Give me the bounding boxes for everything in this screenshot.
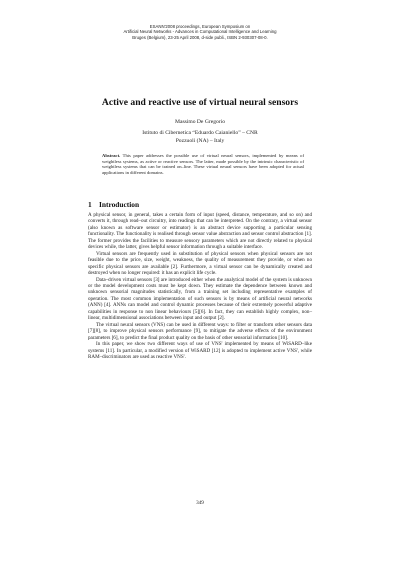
header-line-1: ESANN'2008 proceedings, European Symposium on	[149, 24, 251, 29]
paragraph: In this paper, we show two different ways of use of VNS' implemented by means of WiSARD–like systems [11]. In particular, a modified version of WiSARD [12] is adopted to implement active VNS', while RAM–discriminators are used as reactive VNS'.	[88, 341, 312, 360]
author-affiliation: Istituto di Cibernetica “Eduardo Caianiello” – CNR	[142, 129, 258, 136]
paragraph: Virtual sensors are frequently used in substitution of physical sensors when physical sensors are not feasible due to the price, size, weight, weakness, the quality of measurement they provide, or when no specific physical sensors are available [2]. Furthermore, a virtual sensor can be dynamically created and destroyed when no longer required: it has an explicit life cycle.	[88, 250, 312, 277]
paragraph: A physical sensor, in general, takes a certain form of input (speed, distance, temperature, and so on) and converts it, through read–out circuitry, into readings that can be interpreted. On the contrary, a virtual sensor (also known as software sensor or estimator) is an abstract device supporting a particular sensing functionality. The functionality is realised through sensor value abstraction and sensor control abstraction [1]. The former provides the facilities to measure sensory parameters which are not directly related to physical devices while, the latter, gives helpful sensor information through a suitable interface.	[88, 212, 312, 251]
proceedings-header	[80, 24, 320, 40]
section-heading	[88, 200, 139, 209]
abstract-text: This paper addresses the possible use of virtual neural sensors, implemented by means of weightless systems, as active or reactive sensors. The latter, made possible by the intrinsic characteristic of weightless systems that can be trained on–line. These virtual neural sensors have been adopted for actual applications in different domains.	[102, 153, 304, 175]
paragraph: The virtual neural sensors (VNS) can be used in different ways: to filter or transform other sensors data [7][8], to improve physical sensors performance [9], to mitigate the adverse effects of the environment parameters [6], to predict the final product quality on the basis of other sensorial information [10].	[88, 321, 312, 341]
abstract	[102, 153, 304, 175]
body-text	[88, 212, 312, 360]
paper-title: Active and reactive use of virtual neural sensors	[101, 97, 299, 108]
section-number: 1	[88, 200, 92, 209]
header-line-2: Artificial Neural Networks - Advances in Computational Intelligence and Learning	[123, 29, 277, 35]
author-name: Massimo De Gregorio	[174, 119, 226, 125]
author-block	[60, 119, 340, 145]
page-number: 349	[196, 500, 204, 506]
section-title: Introduction	[99, 200, 140, 209]
header-line-3: Bruges (Belgium), 23-25 April 2008, d-side publi., ISBN 2-930307-08-0.	[132, 34, 268, 40]
author-location: Pozzuoli (NA) – Italy	[175, 137, 225, 144]
abstract-label: Abstract.	[102, 153, 121, 158]
paragraph: Data–driven virtual sensors [3] are introduced either when the analytical model of the system is unknown or the model development costs must be kept down. They estimate the dependence between known and unknown sensorial magnitudes statistically, from a training set including representative examples of operation. The most common implementation of such sensors is by means of artificial neural networks (ANN) [4]. ANNs can model and control dynamic processes because of their extremely powerful adaptive capabilities in response to non linear behaviours [5][6]. In fact, they can establish highly complex, non–linear, multidimensional associations between input and output [2].	[88, 276, 312, 322]
